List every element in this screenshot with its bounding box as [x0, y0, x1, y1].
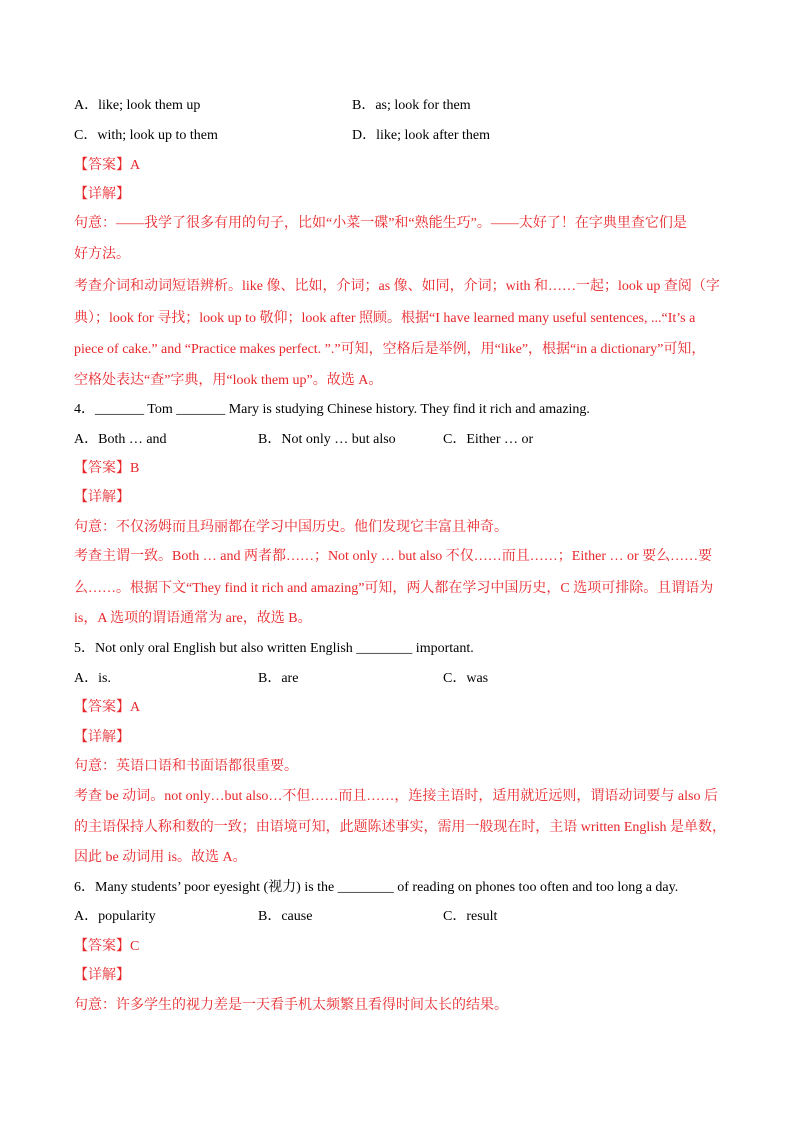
- q3-option-a: A．like; look them up: [74, 98, 201, 113]
- q3-analysis-line: 空格处表达“查”字典，用“look them up”。故选 A。: [74, 373, 383, 388]
- q3-meaning-line: 好方法。: [74, 247, 130, 262]
- q3-answer: 【答案】A: [74, 158, 141, 173]
- q6-option-b: B．cause: [258, 909, 313, 924]
- q5-meaning: 句意：英语口语和书面语都很重要。: [74, 759, 298, 774]
- q5-analysis-line: 的主语保持人称和数的一致；由语境可知，此题陈述事实，需用一般现在时，主语 written English 是单数，: [74, 820, 726, 835]
- q4-meaning: 句意：不仅汤姆而且玛丽都在学习中国历史。他们发现它丰富且神奇。: [74, 520, 508, 535]
- q5-answer: 【答案】A: [74, 700, 141, 715]
- q3-analysis-line: 考查介词和动词短语辨析。like 像、比如，介词；as 像、如同，介词；with 和……一起；look up 查阅（字: [74, 279, 720, 294]
- q6-option-c: C．result: [443, 909, 498, 924]
- q4-option-c: C．Either … or: [443, 432, 534, 447]
- q3-analysis-line: piece of cake.” and “Practice makes perfect. ”.”可知，空格后是举例，用“like”，根据“in a dictionary”可知，: [74, 342, 706, 357]
- q5-option-c: C．was: [443, 671, 489, 686]
- q5-analysis-line: 考查 be 动词。not only…but also…不但……而且……，连接主语时，适用就近远则，谓语动词要与 also 后: [74, 789, 718, 804]
- q4-detail-label: 【详解】: [74, 490, 130, 505]
- q6-answer: 【答案】C: [74, 939, 140, 954]
- q4-question: 4．_______ Tom _______ Mary is studying Chinese history. They find it rich and amazing.: [74, 402, 590, 417]
- q6-option-a: A．popularity: [74, 909, 156, 924]
- q3-detail-label: 【详解】: [74, 187, 130, 202]
- q4-analysis-line: 么……。根据下文“They find it rich and amazing”可知，两人都在学习中国历史，C 选项可排除。且谓语为: [74, 581, 714, 596]
- q4-analysis-line: 考查主谓一致。Both … and 两者都……；Not only … but also 不仅……而且……；Either … or 要么……要: [74, 549, 713, 564]
- q4-option-b: B．Not only … but also: [258, 432, 396, 447]
- q6-question: 6．Many students’ poor eyesight (视力) is the ________ of reading on phones too often and too long a day.: [74, 880, 679, 895]
- q3-option-d: D．like; look after them: [352, 128, 491, 143]
- q4-answer: 【答案】B: [74, 461, 140, 476]
- q6-meaning: 句意：许多学生的视力差是一天看手机太频繁且看得时间太长的结果。: [74, 998, 508, 1013]
- q5-analysis-line: 因此 be 动词用 is。故选 A。: [74, 850, 247, 865]
- q4-analysis-line: is，A 选项的谓语通常为 are，故选 B。: [74, 611, 312, 626]
- q5-detail-label: 【详解】: [74, 730, 130, 745]
- q5-option-b: B．are: [258, 671, 299, 686]
- q3-option-b: B．as; look for them: [352, 98, 471, 113]
- q4-option-a: A．Both … and: [74, 432, 167, 447]
- q5-question: 5．Not only oral English but also written English ________ important.: [74, 641, 474, 656]
- q3-analysis-line: 典）；look for 寻找；look up to 敬仰；look after 照顾。根据“I have learned many useful sentences, ...“It’s a: [74, 311, 696, 326]
- q3-meaning-line: 句意：——我学了很多有用的句子，比如“小菜一碟”和“熟能生巧”。——太好了！在字典里查它们是: [74, 216, 687, 231]
- q5-option-a: A．is.: [74, 671, 111, 686]
- q6-detail-label: 【详解】: [74, 968, 130, 983]
- q3-option-c: C．with; look up to them: [74, 128, 218, 143]
